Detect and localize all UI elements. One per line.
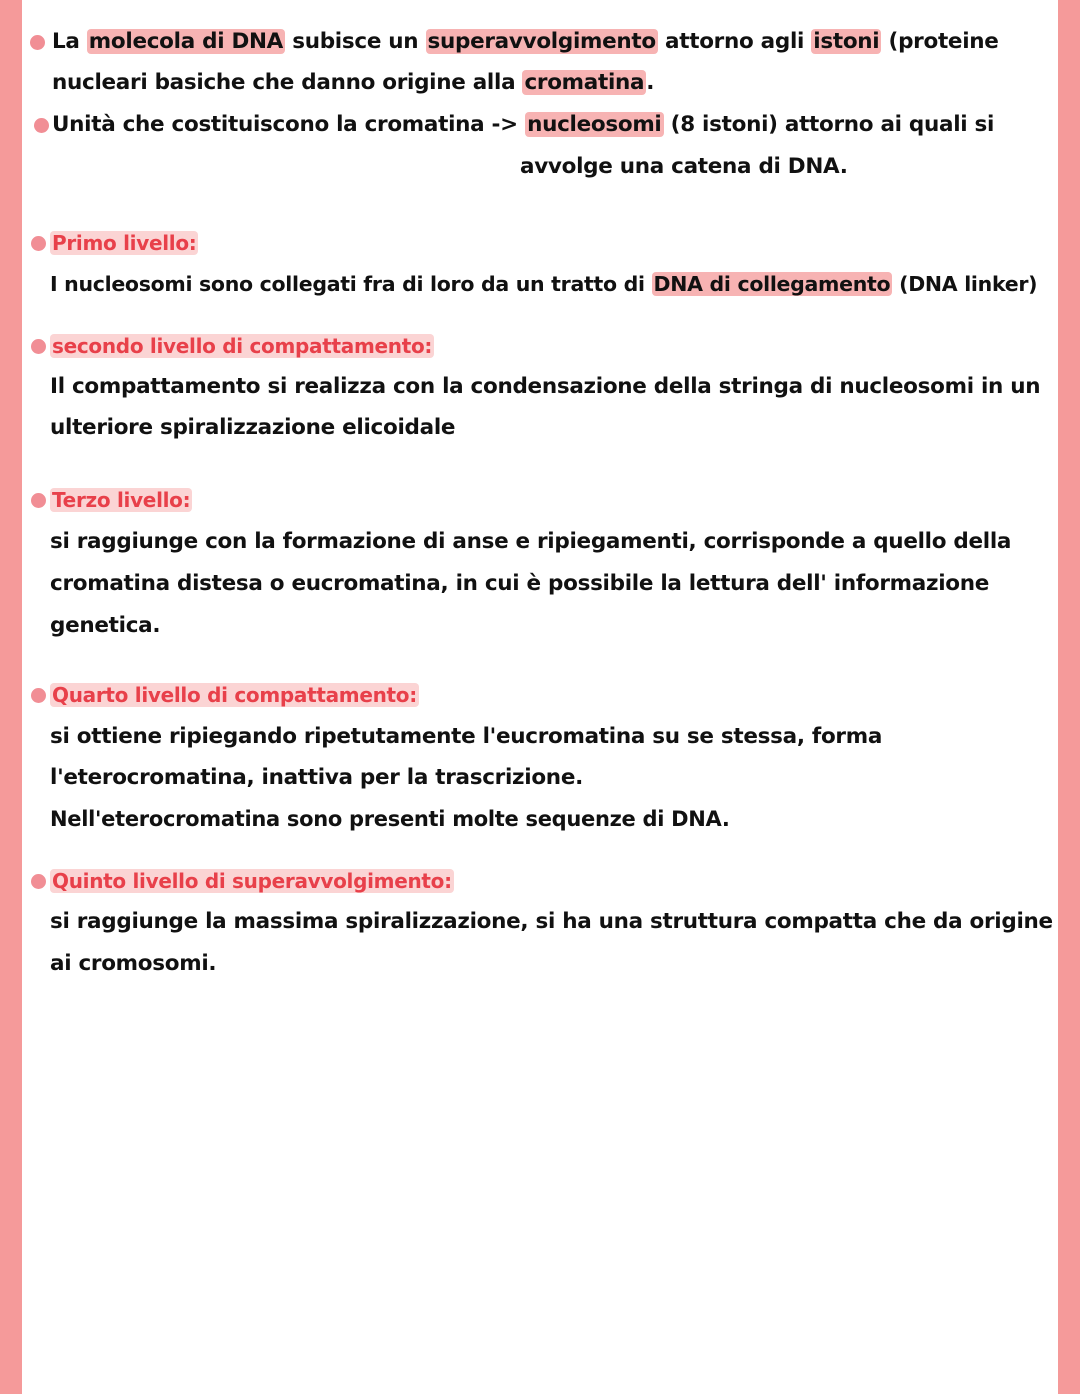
text-run: I nucleosomi sono collegati fra di loro da un tratto di [50,272,652,296]
bullet-dot [31,339,46,354]
level1-line-1 [50,269,1037,299]
text-run: (proteine [881,29,999,54]
intro-line-1 [52,27,999,57]
highlight-superavvolgimento: superavvolgimento [427,29,656,54]
bullet-dot [30,35,45,50]
text-run: (DNA linker) [892,272,1038,296]
heading-text: secondo livello di compattamento: [52,334,433,358]
heading-text: Quarto livello di compattamento: [52,683,417,707]
level5-line-2: ai cromosomi. [50,951,217,976]
text-run: subisce un [285,29,426,54]
level3-line-1: si raggiunge con la formazione di anse e ripiegamenti, corrisponde a quello della [50,529,1012,554]
left-page-border [0,0,22,1394]
highlight-nucleosomi: nucleosomi [527,112,662,137]
highlight-molecola-dna: molecola di DNA [88,29,284,54]
highlight-istoni: istoni [813,29,880,54]
heading-text: Primo livello: [52,231,197,255]
heading-secondo-livello [50,331,434,361]
right-page-border [1058,0,1080,1394]
bullet-dot [34,118,49,133]
bullet-dot [31,688,46,703]
heading-text: Terzo livello: [52,488,191,512]
heading-primo-livello [50,228,198,258]
note-page [22,0,1058,1394]
text-run: attorno agli [657,29,812,54]
bullet-dot [31,874,46,889]
heading-text: Quinto livello di superavvolgimento: [52,869,452,893]
highlight-cromatina: cromatina [524,70,645,95]
heading-quarto-livello [50,680,419,710]
level3-line-2: cromatina distesa o eucromatina, in cui è possibile la lettura dell' informazione [50,571,990,596]
level2-line-1: Il compattamento si realizza con la condensazione della stringa di nucleosomi in un [50,374,1041,399]
heading-terzo-livello [50,485,192,515]
bullet-dot [31,493,46,508]
level4-line-1: si ottiene ripiegando ripetutamente l'eucromatina su se stessa, forma [50,724,883,749]
heading-quinto-livello [50,866,454,896]
bullet-dot [31,236,46,251]
intro-line-4: avvolge una catena di DNA. [520,154,848,179]
text-run: nucleari basiche che danno origine alla [52,70,523,95]
intro-line-3 [52,110,994,140]
highlight-dna-collegamento: DNA di collegamento [653,272,891,296]
level4-line-3: Nell'eterocromatina sono presenti molte sequenze di DNA. [50,807,730,831]
text-run: (8 istoni) attorno ai quali si [663,112,995,137]
level3-line-3: genetica. [50,613,161,638]
intro-line-2 [52,68,654,98]
level2-line-2: ulteriore spiralizzazione elicoidale [50,415,456,440]
level4-line-2: l'eterocromatina, inattiva per la trascrizione. [50,765,583,790]
text-run: Unità che costituiscono la cromatina -> [52,112,526,137]
text-run: La [52,29,87,54]
text-run: . [646,70,655,95]
level5-line-1: si raggiunge la massima spiralizzazione, si ha una struttura compatta che da origine [50,909,1053,934]
